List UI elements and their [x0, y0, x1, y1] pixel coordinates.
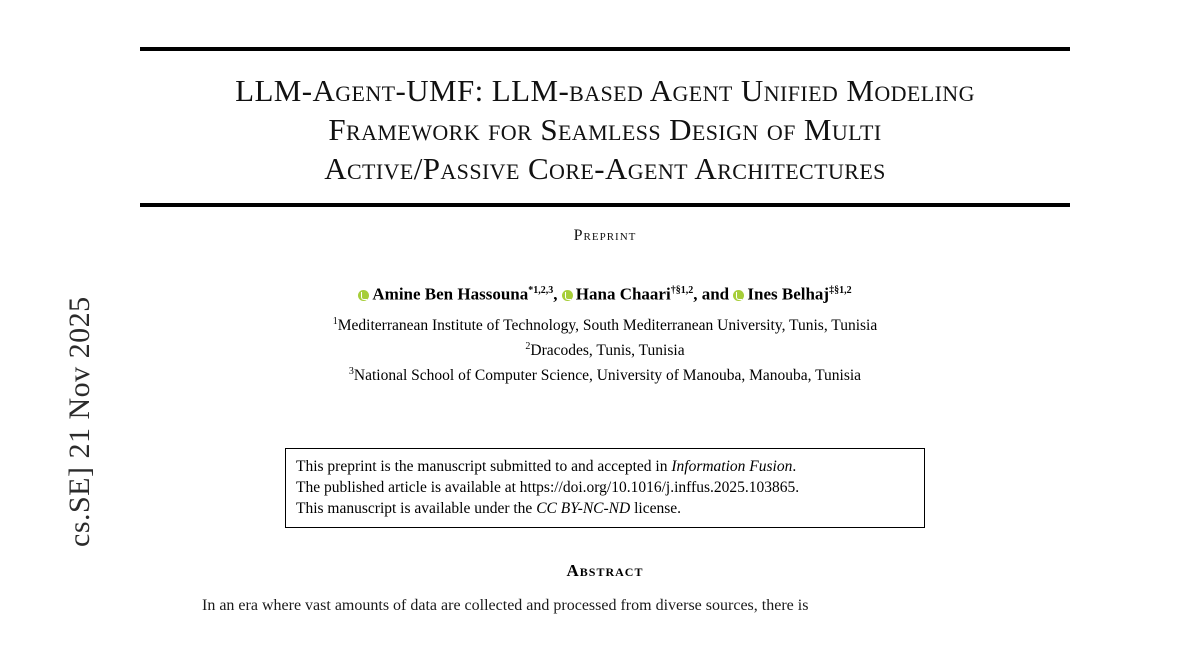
affiliation-text: Mediterranean Institute of Technology, South Mediterranean University, Tunis, Tunisia	[337, 316, 878, 334]
arxiv-stamp	[0, 0, 96, 648]
author-list	[140, 281, 1070, 305]
notice-journal-name: Information Fusion	[671, 458, 793, 476]
affiliation-marker: 1	[332, 315, 338, 327]
arxiv-stamp-text: cs.SE] 21 Nov 2025	[63, 296, 96, 547]
notice-license-name: CC BY-NC-ND	[536, 500, 631, 518]
author-affil-marker-1: *1,2,3	[528, 285, 554, 296]
affiliation-list	[140, 311, 1070, 386]
preprint-notice-line-2[interactable]: The published article is available at https://doi.org/10.1016/j.inffus.2025.103865.	[296, 479, 800, 497]
affiliation-item	[140, 336, 1070, 361]
author-separator-2: , and	[693, 284, 734, 304]
preprint-label: Preprint	[573, 227, 637, 244]
author-name-3: Ines Belhaj	[747, 284, 830, 304]
affiliation-marker: 2	[525, 340, 531, 352]
page-title	[146, 71, 1064, 188]
notice-line-1-post: .	[792, 458, 797, 476]
preprint-notice-container	[140, 448, 1070, 528]
title-rule-top	[140, 47, 1070, 51]
abstract-heading: Abstract	[566, 561, 644, 581]
title-rule-bottom	[140, 203, 1070, 207]
preprint-notice-line-3	[296, 498, 914, 519]
author-affil-marker-3: ‡§1,2	[829, 285, 852, 296]
affiliation-item	[140, 311, 1070, 336]
affiliation-item	[140, 361, 1070, 386]
author-separator-1: ,	[553, 284, 562, 304]
author-affil-marker-2: †§1,2	[670, 285, 694, 296]
author-name-1: Amine Ben Hassouna	[372, 284, 529, 304]
paper-content	[140, 0, 1070, 617]
affiliation-text: Dracodes, Tunis, Tunisia	[530, 341, 685, 359]
author-name-2: Hana Chaari	[575, 284, 671, 304]
orcid-icon[interactable]	[358, 290, 369, 301]
notice-line-3-post: license.	[630, 500, 682, 518]
notice-line-3-pre: This manuscript is available under the	[296, 500, 537, 518]
page-title-line-3: Active/Passive Core-Agent Architectures	[324, 151, 886, 186]
notice-line-1-pre: This preprint is the manuscript submitted to and accepted in	[296, 458, 672, 476]
abstract-text: In an era where vast amounts of data are collected and processed from diverse sources, there is	[202, 597, 809, 615]
page-title-line-1: LLM-Agent-UMF: LLM-based Agent Unified Modeling	[235, 73, 975, 108]
orcid-icon[interactable]	[562, 290, 573, 301]
preprint-notice-box	[285, 448, 925, 528]
affiliation-marker: 3	[348, 365, 354, 377]
affiliation-text: National School of Computer Science, University of Manouba, Manouba, Tunisia	[353, 367, 862, 385]
orcid-icon[interactable]	[733, 290, 744, 301]
page-title-line-2: Framework for Seamless Design of Multi	[328, 112, 882, 147]
preprint-notice-line-1	[296, 456, 914, 477]
